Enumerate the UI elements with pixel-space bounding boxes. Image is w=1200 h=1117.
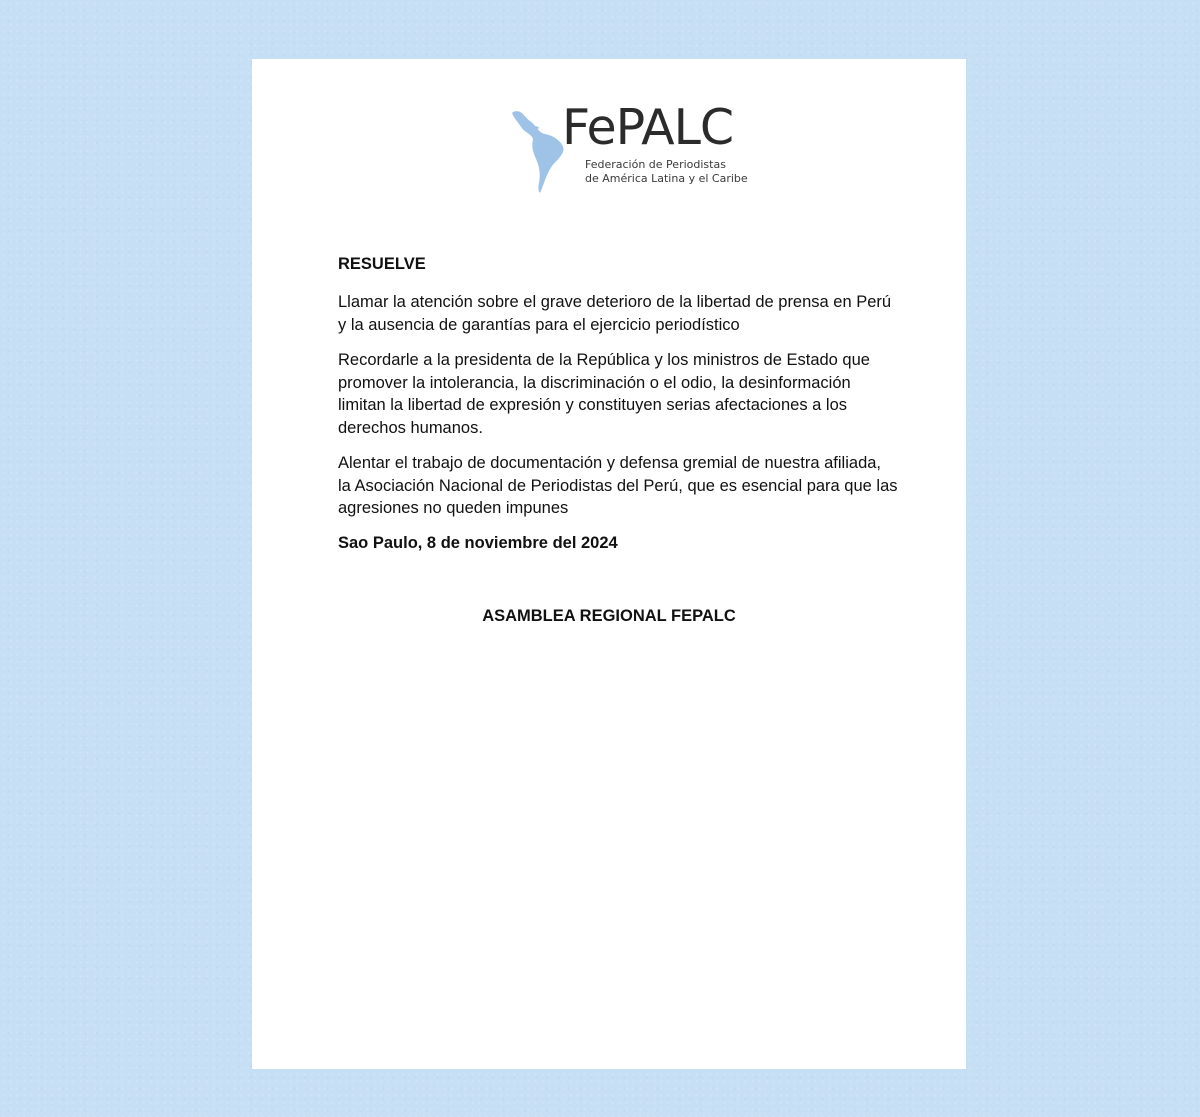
fepalc-logo (510, 99, 748, 201)
resolution-heading: RESUELVE (338, 255, 426, 273)
document-page (252, 59, 966, 1069)
logo-wordmark: FePALC (562, 99, 734, 156)
logo-subtitle-line-2: de América Latina y el Caribe (585, 172, 748, 185)
resolution-paragraph-2: Recordarle a la presidenta de la República y los ministros de Estado que promover la intolerancia, la discriminación o el odio, la desinformación limitan la libertad de expresión y constituyen serias afectaciones a los derechos humanos. (338, 351, 870, 437)
resolution-paragraph-1: Llamar la atención sobre el grave deterioro de la libertad de prensa en Perú y la ausencia de garantías para el ejercicio periodístico (338, 293, 892, 334)
latin-america-map-icon (510, 107, 570, 195)
date-line: Sao Paulo, 8 de noviembre del 2024 (338, 534, 618, 552)
resolution-paragraph-3: Alentar el trabajo de documentación y defensa gremial de nuestra afiliada, la Asociación Nacional de Periodistas del Perú, que es esencial para que las agresiones no queden impunes (338, 454, 898, 517)
signature: ASAMBLEA REGIONAL FEPALC (482, 607, 736, 625)
logo-subtitle-line-1: Federación de Periodistas (585, 158, 726, 171)
